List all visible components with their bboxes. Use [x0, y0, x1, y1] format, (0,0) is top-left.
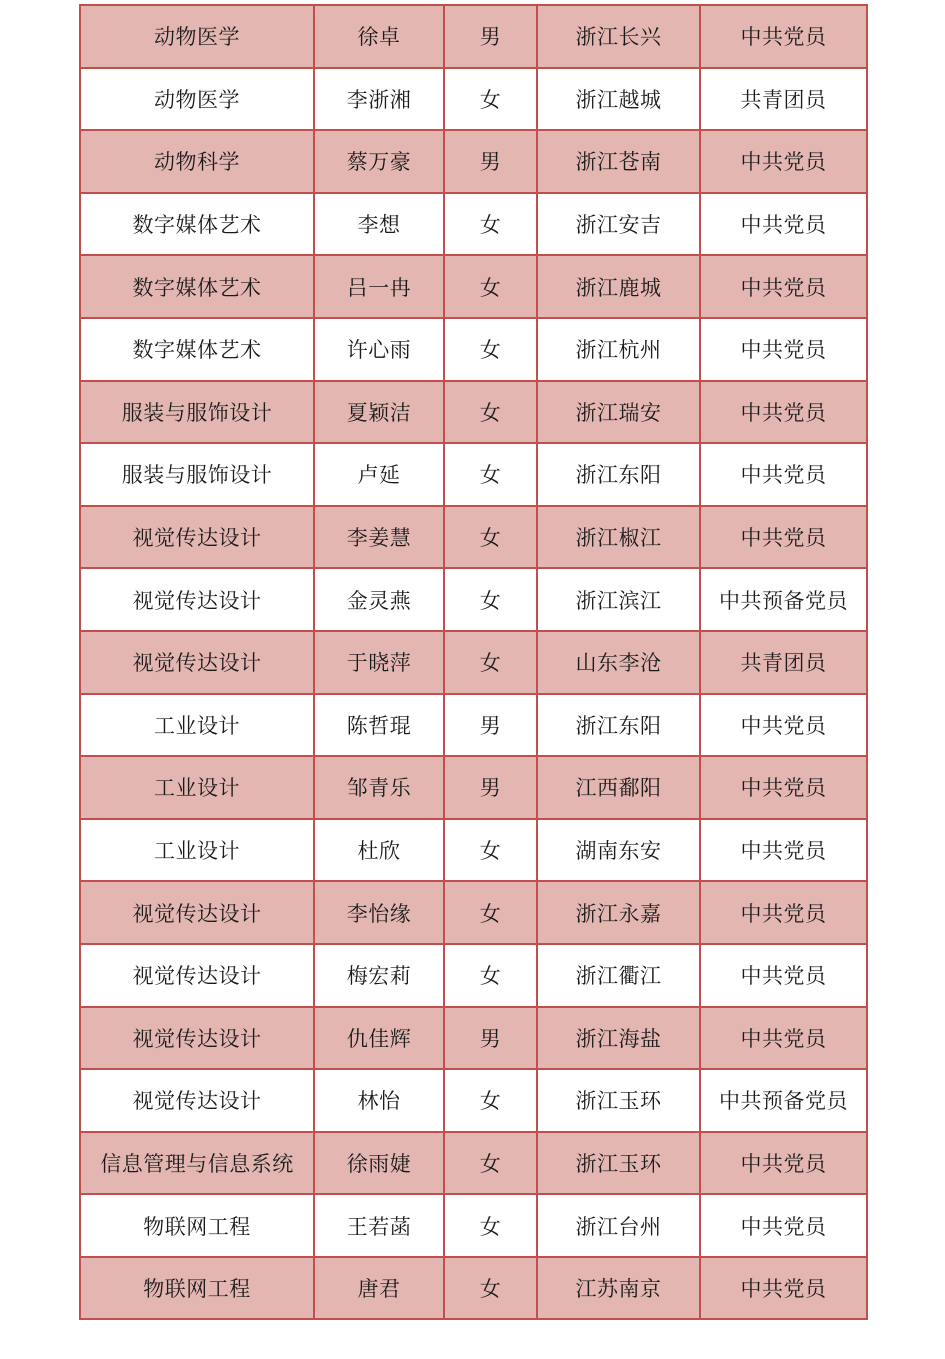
cell-major: 工业设计 — [80, 819, 314, 882]
table-row — [80, 68, 867, 131]
cell-name: 于晓萍 — [314, 631, 444, 694]
cell-hometown: 浙江越城 — [537, 68, 700, 131]
cell-name: 李姜慧 — [314, 506, 444, 569]
cell-hometown: 浙江东阳 — [537, 443, 700, 506]
cell-gender: 男 — [444, 694, 537, 757]
cell-political-status: 中共党员 — [700, 5, 867, 68]
cell-name: 陈哲琨 — [314, 694, 444, 757]
cell-hometown: 江苏南京 — [537, 1257, 700, 1320]
cell-major: 视觉传达设计 — [80, 631, 314, 694]
cell-gender: 女 — [444, 381, 537, 444]
cell-major: 动物科学 — [80, 130, 314, 193]
cell-gender: 女 — [444, 881, 537, 944]
table-row — [80, 944, 867, 1007]
cell-political-status: 中共党员 — [700, 694, 867, 757]
table-row — [80, 443, 867, 506]
cell-major: 动物医学 — [80, 5, 314, 68]
cell-hometown: 浙江衢江 — [537, 944, 700, 1007]
cell-major: 数字媒体艺术 — [80, 255, 314, 318]
cell-name: 唐君 — [314, 1257, 444, 1320]
cell-hometown: 浙江玉环 — [537, 1132, 700, 1195]
table-row — [80, 881, 867, 944]
table-row — [80, 1132, 867, 1195]
table-body — [80, 5, 867, 1319]
cell-gender: 男 — [444, 756, 537, 819]
cell-political-status: 中共党员 — [700, 819, 867, 882]
cell-name: 金灵燕 — [314, 568, 444, 631]
table-row — [80, 255, 867, 318]
cell-gender: 女 — [444, 193, 537, 256]
table-row — [80, 1194, 867, 1257]
cell-hometown: 山东李沧 — [537, 631, 700, 694]
table-row — [80, 1007, 867, 1070]
cell-name: 杜欣 — [314, 819, 444, 882]
cell-name: 李浙湘 — [314, 68, 444, 131]
cell-gender: 女 — [444, 318, 537, 381]
cell-major: 服装与服饰设计 — [80, 443, 314, 506]
cell-hometown: 浙江杭州 — [537, 318, 700, 381]
cell-political-status: 中共党员 — [700, 318, 867, 381]
cell-name: 徐雨婕 — [314, 1132, 444, 1195]
table-row — [80, 5, 867, 68]
cell-name: 蔡万豪 — [314, 130, 444, 193]
cell-gender: 女 — [444, 1132, 537, 1195]
cell-hometown: 浙江东阳 — [537, 694, 700, 757]
cell-major: 工业设计 — [80, 756, 314, 819]
cell-gender: 女 — [444, 506, 537, 569]
cell-major: 视觉传达设计 — [80, 568, 314, 631]
cell-gender: 女 — [444, 1257, 537, 1320]
cell-name: 李怡缘 — [314, 881, 444, 944]
cell-hometown: 浙江台州 — [537, 1194, 700, 1257]
cell-name: 夏颖洁 — [314, 381, 444, 444]
cell-political-status: 中共党员 — [700, 1257, 867, 1320]
cell-political-status: 中共党员 — [700, 881, 867, 944]
cell-political-status: 中共党员 — [700, 255, 867, 318]
table-row — [80, 1257, 867, 1320]
cell-gender: 女 — [444, 568, 537, 631]
cell-gender: 女 — [444, 631, 537, 694]
cell-name: 梅宏莉 — [314, 944, 444, 1007]
cell-major: 数字媒体艺术 — [80, 193, 314, 256]
cell-political-status: 中共党员 — [700, 1132, 867, 1195]
table-row — [80, 506, 867, 569]
cell-political-status: 中共党员 — [700, 506, 867, 569]
cell-political-status: 中共党员 — [700, 443, 867, 506]
cell-hometown: 浙江长兴 — [537, 5, 700, 68]
cell-gender: 男 — [444, 130, 537, 193]
cell-name: 林怡 — [314, 1069, 444, 1132]
table-row — [80, 130, 867, 193]
cell-major: 服装与服饰设计 — [80, 381, 314, 444]
cell-name: 吕一冉 — [314, 255, 444, 318]
cell-name: 李想 — [314, 193, 444, 256]
cell-political-status: 中共预备党员 — [700, 568, 867, 631]
cell-hometown: 浙江海盐 — [537, 1007, 700, 1070]
cell-major: 视觉传达设计 — [80, 1007, 314, 1070]
cell-political-status: 中共党员 — [700, 944, 867, 1007]
cell-political-status: 中共预备党员 — [700, 1069, 867, 1132]
cell-major: 物联网工程 — [80, 1257, 314, 1320]
cell-hometown: 浙江安吉 — [537, 193, 700, 256]
cell-major: 视觉传达设计 — [80, 1069, 314, 1132]
cell-major: 物联网工程 — [80, 1194, 314, 1257]
cell-hometown: 浙江永嘉 — [537, 881, 700, 944]
cell-name: 仇佳辉 — [314, 1007, 444, 1070]
cell-hometown: 江西鄱阳 — [537, 756, 700, 819]
table-row — [80, 568, 867, 631]
cell-political-status: 共青团员 — [700, 68, 867, 131]
cell-name: 许心雨 — [314, 318, 444, 381]
table-row — [80, 756, 867, 819]
cell-major: 工业设计 — [80, 694, 314, 757]
cell-gender: 女 — [444, 1194, 537, 1257]
cell-name: 卢延 — [314, 443, 444, 506]
cell-gender: 女 — [444, 944, 537, 1007]
cell-political-status: 共青团员 — [700, 631, 867, 694]
cell-gender: 女 — [444, 443, 537, 506]
cell-major: 动物医学 — [80, 68, 314, 131]
cell-political-status: 中共党员 — [700, 381, 867, 444]
cell-political-status: 中共党员 — [700, 1194, 867, 1257]
cell-political-status: 中共党员 — [700, 1007, 867, 1070]
cell-political-status: 中共党员 — [700, 130, 867, 193]
table-row — [80, 318, 867, 381]
cell-major: 视觉传达设计 — [80, 881, 314, 944]
cell-major: 信息管理与信息系统 — [80, 1132, 314, 1195]
table-row — [80, 694, 867, 757]
cell-major: 视觉传达设计 — [80, 944, 314, 1007]
cell-hometown: 浙江苍南 — [537, 130, 700, 193]
cell-hometown: 浙江玉环 — [537, 1069, 700, 1132]
cell-gender: 男 — [444, 1007, 537, 1070]
cell-gender: 女 — [444, 1069, 537, 1132]
cell-political-status: 中共党员 — [700, 193, 867, 256]
cell-major: 视觉传达设计 — [80, 506, 314, 569]
cell-hometown: 湖南东安 — [537, 819, 700, 882]
table-row — [80, 631, 867, 694]
cell-hometown: 浙江椒江 — [537, 506, 700, 569]
cell-name: 邹青乐 — [314, 756, 444, 819]
table-row — [80, 819, 867, 882]
table-row — [80, 381, 867, 444]
cell-political-status: 中共党员 — [700, 756, 867, 819]
cell-major: 数字媒体艺术 — [80, 318, 314, 381]
cell-hometown: 浙江滨江 — [537, 568, 700, 631]
cell-name: 徐卓 — [314, 5, 444, 68]
cell-hometown: 浙江鹿城 — [537, 255, 700, 318]
table-row — [80, 193, 867, 256]
cell-gender: 女 — [444, 255, 537, 318]
cell-gender: 女 — [444, 819, 537, 882]
cell-hometown: 浙江瑞安 — [537, 381, 700, 444]
table-row — [80, 1069, 867, 1132]
cell-name: 王若菡 — [314, 1194, 444, 1257]
cell-gender: 男 — [444, 5, 537, 68]
student-roster-table — [79, 4, 868, 1320]
cell-gender: 女 — [444, 68, 537, 131]
